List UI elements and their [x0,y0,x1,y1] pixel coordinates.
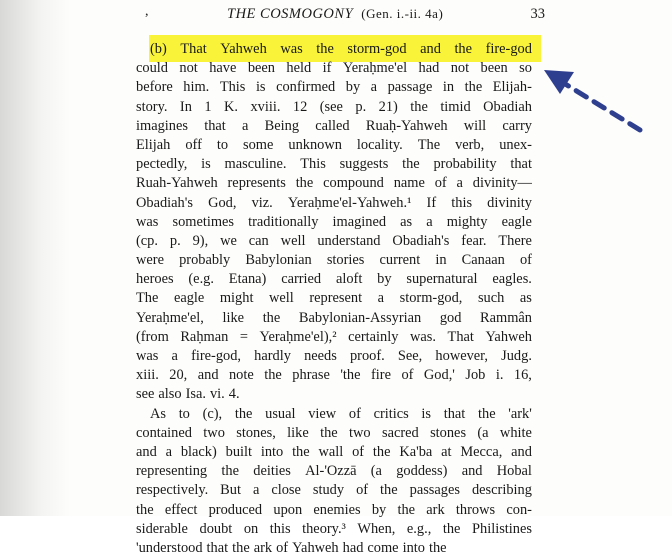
text-line: see also Isa. vi. 4. [136,386,240,403]
text-line: and a black) built into the wall of the Ka'ba at Mecca, and [136,443,532,460]
running-head-title-text: THE COSMOGONY [227,6,354,22]
text-line: respectively. But a close study of the passages describing [136,482,532,499]
text-line: Yeraḥme'el, like the Babylonian-Assyrian god Rammân [136,309,532,326]
text-line: xiii. 20, and note the phrase 'the fire of God,' Job i. 16, [136,367,532,384]
page-number: 33 [530,6,545,22]
text-line: 'understood that the ark of Yahweh had come into the [136,539,447,556]
text-line: representing the deities Al-'Ozzā (a goddess) and Hobal [136,463,532,480]
text-line: story. In 1 K. xviii. 12 (see p. 21) the timid Obadiah [136,98,532,115]
text-line: was a fire-god, hardly needs proof. See, however, Judg. [136,348,532,364]
text-line: (b) That Yahweh was the storm-god and the fire-god [150,41,532,57]
body-text [136,40,532,558]
text-line: imagines that a Being called Ruaḥ-Yahweh will carry [136,117,532,134]
text-line: heroes (e.g. Etana) carried aloft by supernatural eagles. [136,271,532,288]
running-head-title [227,6,443,23]
text-line: the effect produced upon enemies by the ark throws con- [136,501,532,518]
text-line: The eagle might well represent a storm-god, such as [136,290,532,307]
running-head-mark: , [145,4,149,19]
text-line: As to (c), the usual view of critics is that the 'ark' [150,405,532,422]
text-line: could not have been held if Yeraḥme'el had not been so [136,60,532,77]
dashed-arrow-icon [540,60,650,140]
running-head-reference: (Gen. i.-ii. 4a) [361,6,444,21]
running-head [145,4,545,30]
text-line: (from Raḥman = Yeraḥme'el),² certainly was. That Yahweh [136,328,532,345]
text-line: siderable doubt on this theory.³ When, e.g., the Philistines [136,520,532,537]
page-gutter-shadow [0,0,70,516]
text-line: was sometimes traditionally imagined as a mighty eagle [136,213,532,230]
text-line: were probably Babylonian stories current in Canaan of [136,252,532,269]
text-line: Elijah off to some unknown locality. The verb, unex- [136,136,532,153]
text-line: Ruah-Yahweh represents the compound name of a divinity— [136,175,532,192]
text-line: Obadiah's God, viz. Yeraḥme'el-Yahweh.¹ If this divinity [136,194,532,211]
text-line: before him. This is confirmed by a passage in the Elijah- [136,79,532,96]
text-line: contained two stones, like the two sacred stones (a white [136,424,532,441]
text-line: (cp. p. 9), we can well understand Obadiah's fear. There [136,232,532,249]
text-line: pectedly, is masculine. This suggests the probability that [136,156,532,173]
